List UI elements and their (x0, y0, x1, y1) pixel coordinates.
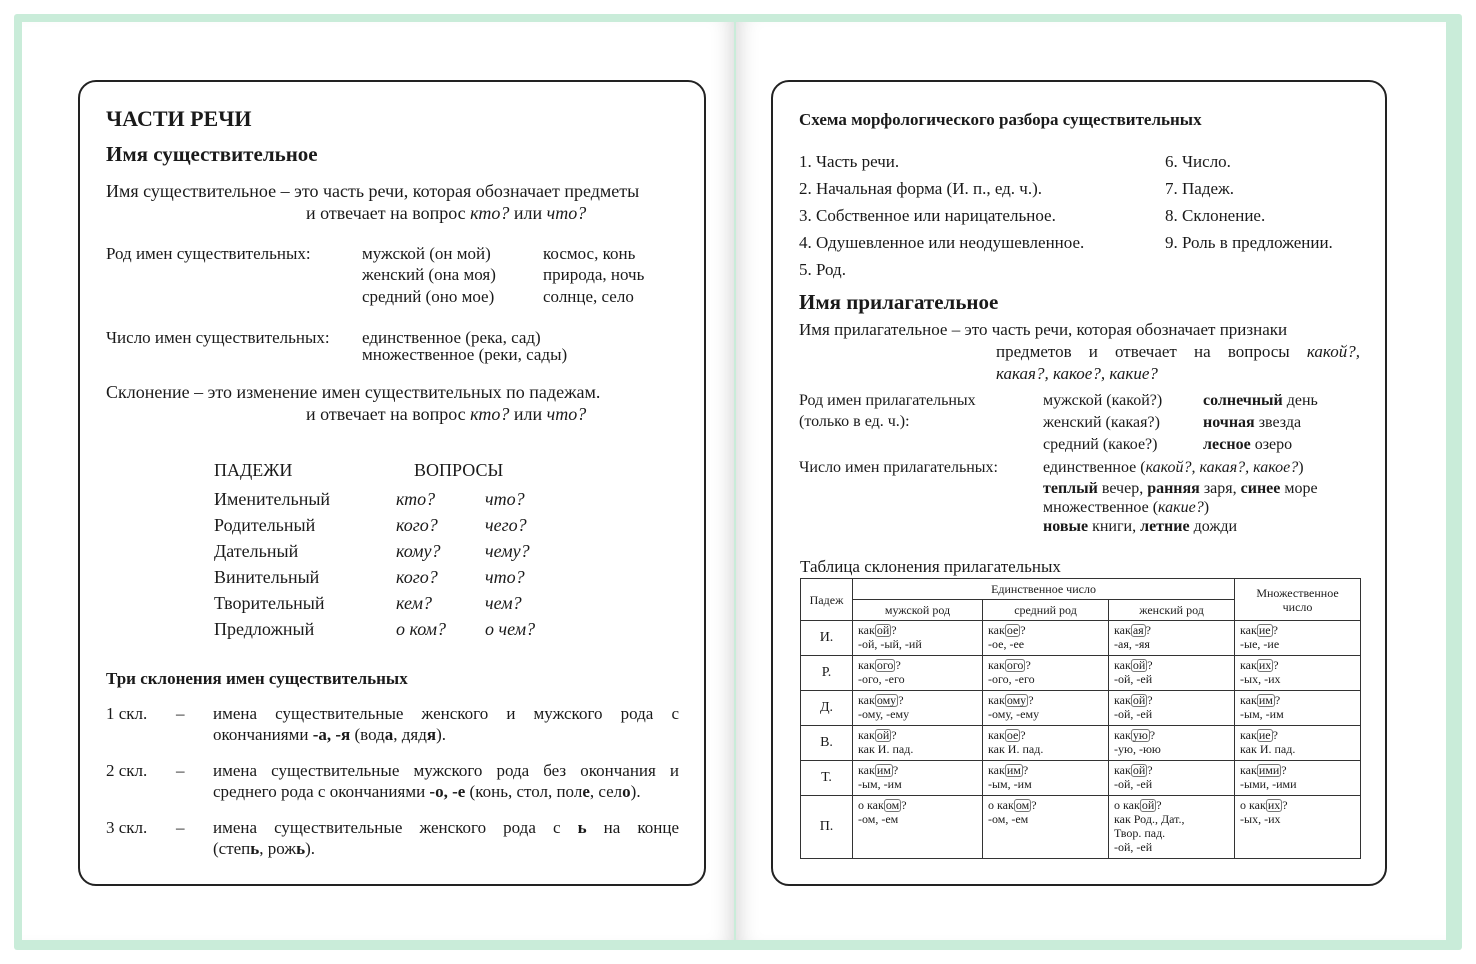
table-cell: о как ом ? -ом, -ем (853, 796, 983, 859)
table-row (801, 761, 1361, 796)
table-cell: о как ом ? -ом, -ем (983, 796, 1109, 859)
noun-gender-example: природа, ночь (543, 265, 645, 284)
noun-gender-row: средний (оно мое) (362, 287, 495, 306)
scheme-item: 4. Одушевленное или неодушевленное. (799, 233, 1085, 252)
table-row (801, 726, 1361, 761)
scheme-item: 6. Число. (1165, 152, 1231, 171)
table-header-masculine: мужской род (853, 600, 983, 621)
scheme-title: Схема морфологического разбора существительных (799, 110, 1202, 129)
declension-dash: – (176, 818, 185, 837)
adj-gender-label-note: (только в ед. ч.): (799, 413, 910, 430)
case-question: кем? (396, 593, 432, 613)
adj-gender-example: ночная звезда (1203, 414, 1302, 431)
table-header-singular: Единственное число (853, 579, 1235, 600)
adj-gender-example: лесное озеро (1203, 436, 1293, 453)
table-cell: как ого ? -ого, -его (853, 656, 983, 691)
table-cell: как ое ? как И. пад. (983, 726, 1109, 761)
table-cell: как ие ? как И. пад. (1235, 726, 1361, 761)
table-cell: как ой ? -ой, -ей (1109, 656, 1235, 691)
noun-number-row: единственное (река, сад) (362, 328, 541, 347)
table-cell: как ому ? -ому, -ему (853, 691, 983, 726)
table-header-row (801, 579, 1361, 600)
declension-text-line2: среднего рода с окончаниями -о, -е (конь, стол, поле, село). (213, 782, 641, 801)
case-name: Предложный (214, 619, 315, 639)
adjective-definition-line1: Имя прилагательное – это часть речи, которая обозначает признаки (799, 320, 1288, 339)
case-question: кого? (396, 515, 438, 535)
table-cell: как ие ? -ые, -ие (1235, 621, 1361, 656)
scheme-item: 5. Род. (799, 260, 846, 279)
declension-dash: – (176, 704, 185, 723)
case-name: Дательный (214, 541, 299, 561)
declension-definition-line2: и отвечает на вопрос кто? или что? (306, 404, 587, 424)
table-cell: как их ? -ых, -их (1235, 656, 1361, 691)
table-header-neuter: средний род (983, 600, 1109, 621)
adj-number-singular: единственное (какой?, какая?, какое?) (1043, 459, 1304, 476)
table-case-cell: И. (801, 621, 853, 656)
table-cell: как ое ? -ое, -ее (983, 621, 1109, 656)
case-question: о чем? (485, 619, 536, 639)
table-case-cell: В. (801, 726, 853, 761)
case-question: что? (485, 489, 525, 509)
table-header-plural: Множественное число (1235, 579, 1361, 621)
adj-number-singular-example: теплый вечер, ранняя заря, синее море (1043, 480, 1318, 497)
noun-definition-line2: и отвечает на вопрос кто? или что? (306, 203, 587, 223)
noun-gender-example: космос, конь (543, 244, 636, 263)
table-cell: как ому ? -ому, -ему (983, 691, 1109, 726)
table-cell: как ой ? -ой, -ей (1109, 691, 1235, 726)
declension-label: 3 скл. (106, 818, 148, 837)
declension-text-line2: (степь, рожь). (213, 839, 316, 858)
noun-gender-row: мужской (он мой) (362, 244, 491, 263)
cases-header: ПАДЕЖИ (214, 460, 293, 480)
noun-gender-row: женский (она моя) (362, 265, 496, 284)
table-cell: как им ? -ым, -им (853, 761, 983, 796)
adj-gender-label: Род имен прилагательных (799, 392, 976, 409)
table-cell: как им ? -ым, -им (983, 761, 1109, 796)
noun-gender-label: Род имен существительных: (106, 244, 311, 263)
declension-table-title: Таблица склонения прилагательных (800, 557, 1061, 576)
table-header-case: Падеж (801, 579, 853, 621)
adj-gender-example: солнечный день (1203, 392, 1318, 409)
scheme-item: 8. Склонение. (1165, 206, 1266, 225)
case-question: чему? (485, 541, 530, 561)
declension-dash: – (176, 761, 185, 780)
case-name: Родительный (214, 515, 316, 535)
table-case-cell: П. (801, 796, 853, 859)
declension-definition-line1: Склонение – это изменение имен существительных по падежам. (106, 382, 601, 402)
scheme-item: 7. Падеж. (1165, 179, 1235, 198)
adjective-title: Имя прилагательное (799, 290, 999, 314)
table-cell: о как их ? -ых, -их (1235, 796, 1361, 859)
adjective-definition-line3: какая?, какое?, какие? (996, 364, 1158, 383)
declension-label: 1 скл. (106, 704, 148, 723)
noun-title: Имя существительное (106, 142, 318, 166)
adj-gender-row: женский (какая?) (1043, 414, 1160, 431)
declension-text: имена существительные мужского рода без окончания и (213, 761, 679, 780)
scheme-item: 2. Начальная форма (И. п., ед. ч.). (799, 179, 1042, 198)
table-case-cell: Д. (801, 691, 853, 726)
scheme-item: 1. Часть речи. (799, 152, 900, 171)
table-cell: как ого ? -ого, -его (983, 656, 1109, 691)
case-question: кому? (396, 541, 441, 561)
table-row (801, 621, 1361, 656)
case-name: Именительный (214, 489, 331, 509)
table-row (801, 691, 1361, 726)
noun-number-row: множественное (реки, сады) (362, 345, 568, 364)
declension-label: 2 скл. (106, 761, 148, 780)
scheme-item: 3. Собственное или нарицательное. (799, 206, 1056, 225)
adj-gender-row: мужской (какой?) (1043, 392, 1163, 409)
case-question: о ком? (396, 619, 447, 639)
adj-number-plural: множественное (какие?) (1043, 499, 1210, 516)
table-cell: как ую ? -ую, -юю (1109, 726, 1235, 761)
table-header-feminine: женский род (1109, 600, 1235, 621)
declension-text-line2: окончаниями -а, -я (вода, дядя). (213, 725, 446, 744)
adjective-definition-line2: предметов и отвечает на вопросы какой?, (996, 342, 1360, 361)
case-question: чего? (485, 515, 527, 535)
declension-text: имена существительные женского рода с ь на конце (213, 818, 679, 837)
declension-text: имена существительные женского и мужского рода с (213, 704, 679, 723)
adj-number-plural-example: новые книги, летние дожди (1043, 518, 1238, 535)
case-question: чем? (485, 593, 522, 613)
table-cell: о как ой ? как Род., Дат., Твор. пад. -ой, -ей (1109, 796, 1235, 859)
section-title: ЧАСТИ РЕЧИ (106, 106, 252, 131)
table-cell: как ая ? -ая, -яя (1109, 621, 1235, 656)
three-declensions-title: Три склонения имен существительных (106, 669, 408, 688)
table-cell: как ой ? как И. пад. (853, 726, 983, 761)
noun-number-label: Число имен существительных: (106, 328, 330, 347)
declension-table (800, 578, 1361, 859)
table-case-cell: Р. (801, 656, 853, 691)
table-cell: как им ? -ым, -им (1235, 691, 1361, 726)
table-row (801, 656, 1361, 691)
case-question: что? (485, 567, 525, 587)
table-case-cell: Т. (801, 761, 853, 796)
case-name: Творительный (214, 593, 325, 613)
case-question: кого? (396, 567, 438, 587)
case-question: кто? (396, 489, 436, 509)
case-name: Винительный (214, 567, 320, 587)
table-row (801, 796, 1361, 859)
noun-definition-line1: Имя существительное – это часть речи, которая обозначает предметы (106, 181, 640, 201)
noun-gender-example: солнце, село (543, 287, 634, 306)
table-cell: как ими ? -ыми, -ими (1235, 761, 1361, 796)
table-cell: как ой ? -ой, -ый, -ий (853, 621, 983, 656)
scheme-item: 9. Роль в предложении. (1165, 233, 1333, 252)
adj-number-label: Число имен прилагательных: (799, 459, 998, 476)
adj-gender-row: средний (какое?) (1043, 436, 1158, 453)
table-cell: как ой ? -ой, -ей (1109, 761, 1235, 796)
questions-header: ВОПРОСЫ (414, 460, 504, 480)
